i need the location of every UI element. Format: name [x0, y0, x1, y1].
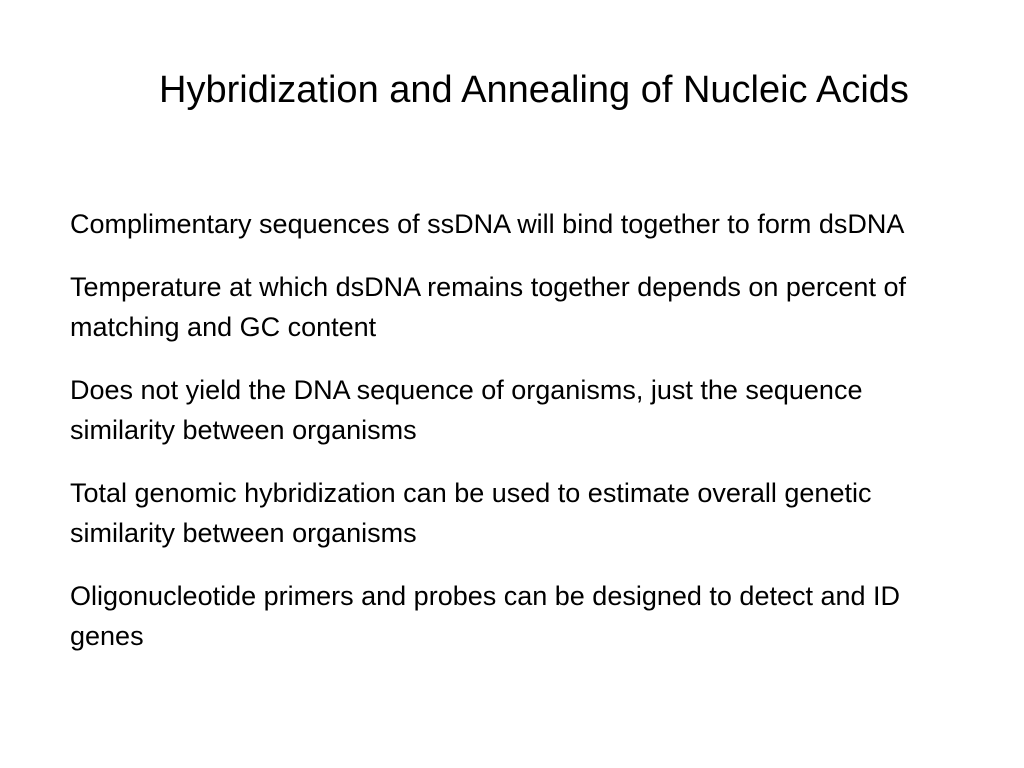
bullet-point: Complimentary sequences of ssDNA will bind together to form dsDNA	[70, 209, 905, 239]
bullet-point: Does not yield the DNA sequence of organisms, just the sequence similarity between organisms	[70, 375, 863, 445]
bullet-list	[70, 204, 920, 679]
slide-title: Hybridization and Annealing of Nucleic Acids	[159, 69, 909, 111]
bullet-point: Total genomic hybridization can be used to estimate overall genetic similarity between organisms	[70, 478, 872, 548]
bullet-point: Oligonucleotide primers and probes can be designed to detect and ID genes	[70, 581, 901, 651]
bullet-point: Temperature at which dsDNA remains together depends on percent of matching and GC content	[70, 272, 906, 342]
